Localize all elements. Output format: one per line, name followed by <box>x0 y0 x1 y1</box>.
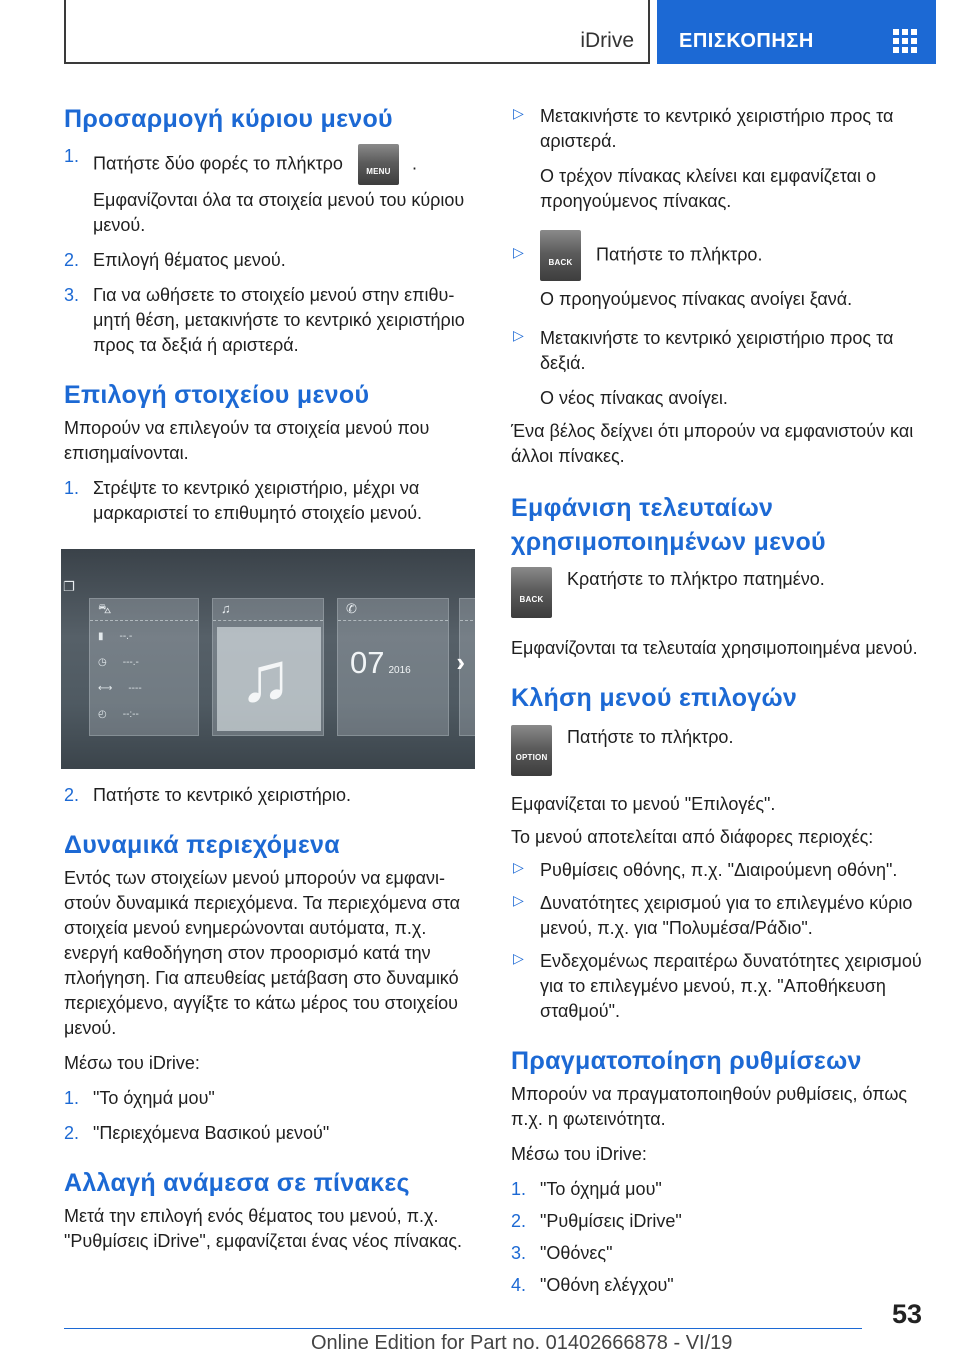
list-item: 1. Στρέψτε το κεντρικό χειριστήριο, μέχρι να μαρκαριστεί το επιθυμητό στοιχείο μενού. <box>64 478 423 523</box>
heading-options-menu: Κλήση μενού επιλογών <box>511 684 798 712</box>
bullet-item: ▷ Δυνατότητες χειρισμού για το επιλεγμένο κύριο μενού, π.χ. για "Πολυμέσα/Ράδιο". <box>513 892 913 938</box>
list-item: 2. Πατήστε το κεντρικό χειριστήριο. <box>64 785 351 805</box>
bullet-item: ▷ Ενδεχομένως περαιτέρω δυνατότητες χειρισμού για το επιλεγμένο μενού, π.χ. "Αποθήκευση σταθμού". <box>513 950 922 1021</box>
footer-divider <box>64 1328 862 1329</box>
music-note-icon: ♫ <box>221 601 231 616</box>
section-tab[interactable] <box>657 0 936 64</box>
heading-select-menu-item: Επιλογή στοιχείου μενού <box>64 381 370 409</box>
list-item: 3. "Οθόνες" <box>511 1243 613 1263</box>
heading-customize-main-menu: Προσαρμογή κύριου μενού <box>64 105 393 133</box>
triangle-bullet-icon: ▷ <box>513 327 524 343</box>
paragraph: Εμφανίζονται τα τελευταία χρησιμοποιημένα μενού. <box>511 638 918 658</box>
left-column-lower <box>64 783 476 1254</box>
clock-icon: ◷ <box>98 657 107 668</box>
paragraph: Εντός των στοιχείων μενού μπορούν να εμφανιστούν δυναμικά περιεχόμενα. Τα περιεχόμενα στα στοιχεία μενού ενημερώνονται αυτόματα, π.χ. ενεργή καθοδήγηση στον προορισμό κατά την πλοήγηση. Για απευθείας μετάβαση στο δυναμικό περιεχόμενο, αγγίξτε το κάτω μέρος του στοιχείου μενού. <box>64 868 461 1038</box>
back-key-icon: BACK <box>511 567 552 618</box>
paragraph: Μετά την επιλογή ενός θέματος του μενού, π.χ. "Ρυθμίσεις iDrive", εμφανίζεται ένας νέος πίνακας. <box>64 1206 463 1251</box>
section-title: ΕΠΙΣΚΟΠΗΣΗ <box>679 30 814 52</box>
list-item: 2. Επιλογή θέματος μενού. <box>64 250 286 270</box>
chevron-right-icon: › <box>456 647 465 677</box>
paragraph: Μπορούν να επιλεγούν τα στοιχεία μενού που επισημαίνονται. <box>64 418 430 463</box>
grid-icon[interactable] <box>893 29 917 53</box>
screen-tile-vehicle: ⛍ ▮ --.- ◷ ---.- ⟷ ---- ◴ --:-- <box>89 598 199 736</box>
list-item: 2. "Περιεχόμενα Βασικού μενού" <box>64 1123 330 1143</box>
list-item: 1. "Το όχημά μου" <box>511 1179 662 1199</box>
left-column <box>64 100 476 526</box>
triangle-bullet-icon: ▷ <box>513 950 524 966</box>
phone-icon: ✆ <box>346 601 357 616</box>
screen-tile-calendar: ✆ 07 2016 <box>337 598 449 736</box>
list-item: 1. Πατήστε δύο φορές το πλήκτρο MENU . Εμφανίζονται όλα τα στοιχεία μενού του κύριου μενού. <box>64 144 476 238</box>
triangle-bullet-icon: ▷ <box>513 244 524 260</box>
heading-switch-panels: Αλλαγή ανάμεσα σε πίνακες <box>64 1169 410 1197</box>
paragraph: Μέσω του iDrive: <box>64 1053 200 1073</box>
music-note-large-icon: ♫ <box>239 638 292 716</box>
list-item: 1. "Το όχημά μου" <box>64 1088 215 1108</box>
back-key-icon: BACK <box>540 230 581 281</box>
paragraph: Εμφανίζεται το μενού "Επιλογές". <box>511 794 776 814</box>
paragraph: Μπορούν να πραγματοποιηθούν ρυθμίσεις, όπως π.χ. η φωτεινότητα. <box>511 1084 908 1129</box>
bullet-item: ▷ Ρυθμίσεις οθόνης, π.χ. "Διαιρούμενη οθόνη". <box>513 859 898 880</box>
triangle-bullet-icon: ▷ <box>513 105 524 121</box>
menu-key-icon: MENU <box>358 144 399 185</box>
option-key-icon: OPTION <box>511 725 552 776</box>
bullet-item: ▷ Μετακινήστε το κεντρικό χειριστήριο προς τα δεξιά. Ο νέος πίνακας ανοίγει. <box>513 327 894 408</box>
paragraph: Ένα βέλος δείχνει ότι μπορούν να εμφανιστούν και άλλοι πίνακες. <box>511 421 914 466</box>
fuel-icon: ▮ <box>98 631 104 642</box>
footer-edition: Online Edition for Part no. 01402666878 - VI/19 <box>311 1332 733 1354</box>
bullet-item: ▷ Μετακινήστε το κεντρικό χειριστήριο προς τα αριστερά. Ο τρέχον πίνακας κλείνει και εμφανίζεται ο προηγούμενος πίνακας. <box>513 105 894 211</box>
heading-recent-menus: Εμφάνιση τελευταίων χρησιμοποιημένων μενού <box>511 494 826 556</box>
paragraph: Μέσω του iDrive: <box>511 1144 647 1164</box>
triangle-bullet-icon: ▷ <box>513 859 524 875</box>
heading-settings: Πραγματοποίηση ρυθμίσεων <box>511 1047 862 1075</box>
heading-dynamic-content: Δυναμικά περιεχόμενα <box>64 831 340 859</box>
screen-tile-media <box>212 598 324 736</box>
bullet-item: ▷ BACK Πατήστε το πλήκτρο. Ο προηγούμενος πίνακας ανοίγει ξανά. <box>511 230 923 312</box>
list-text: Πατήστε δύο φορές το πλήκτρο <box>93 153 343 174</box>
list-item: 3. Για να ωθήσετε το στοιχείο μενού στην επιθυμητή θέση, μετακινήστε το κεντρικό χειριστήριο προς τα δεξιά ή αριστερά. <box>64 285 465 355</box>
car-icon: ⛍ <box>98 601 112 616</box>
list-subtext: Εμφανίζονται όλα τα στοιχεία μενού του κύριου μενού. <box>93 190 465 235</box>
list-number: 1. <box>64 146 80 166</box>
header-frame <box>64 0 650 64</box>
list-item: 2. "Ρυθμίσεις iDrive" <box>511 1211 682 1231</box>
range-icon: ⟷ <box>98 683 113 694</box>
idrive-screen-illustration <box>61 549 475 769</box>
timer-icon: ◴ <box>98 709 107 720</box>
paragraph: Το μενού αποτελείται από διάφορες περιοχές: <box>511 827 874 847</box>
header-product: iDrive <box>580 29 634 52</box>
triangle-bullet-icon: ▷ <box>513 892 524 908</box>
right-column: ▷ Μετακινήστε το κεντρικό χειριστήριο προς τα αριστερά. Ο τρέχον πίνακας κλείνει και εμφανίζεται ο προηγούμενος πίνακας. ▷ BACK Πατήστε το πλήκτρο. Ο προηγούμενος πίνακας ανοίγει ξανά. ▷ Μετακινήστε το κεντρικό χειριστήριο προς τα δεξιά. Ο νέος πίνακας ανοίγει. Ένα βέλος δείχνει ότι μπορούν να εμφανιστούν και άλλοι πίνακες. Εμφάνιση τελευταίων χρησιμοποιημένων μενού BACK Κρατήστε το πλήκτρο πατημένο. Εμφανίζονται τα τελευταία χρησιμοποιημένα μενού. Κλήση μενού επιλογών OPTION Πατήστε το πλήκτρο. Εμφανίζεται το μενού "Επιλογές". Το μενού αποτελείται από διάφορες περιοχές: ▷ Ρυθμίσεις οθόνης, π.χ. "Διαιρούμενη οθόνη". ▷ Δυνατότητες χειρισμού για το επιλεγμένο κύριο μενού, π.χ. για "Πολυμέσα/Ράδιο". ▷ Ενδεχομένως περαιτέρω δυνατότητες χειρισμού για το επιλεγμένο μενού, π.χ. "Αποθήκευση σταθμού". Πραγματοποίηση ρυθμίσεων Μπορούν να πραγματοποιηθούν ρυθμίσεις, όπως π.χ. η φωτεινότητα. Μέσω του iDrive: 1. "Το όχημά μου" 2. "Ρυθμίσεις iDrive" 3. "Οθόνες" 4. "Οθόνη ελέγχου" <box>511 100 923 1298</box>
list-item: 4. "Οθόνη ελέγχου" <box>511 1275 674 1295</box>
page-number: 53 <box>892 1299 923 1329</box>
screen-corner-icon: ❐ <box>63 579 75 594</box>
